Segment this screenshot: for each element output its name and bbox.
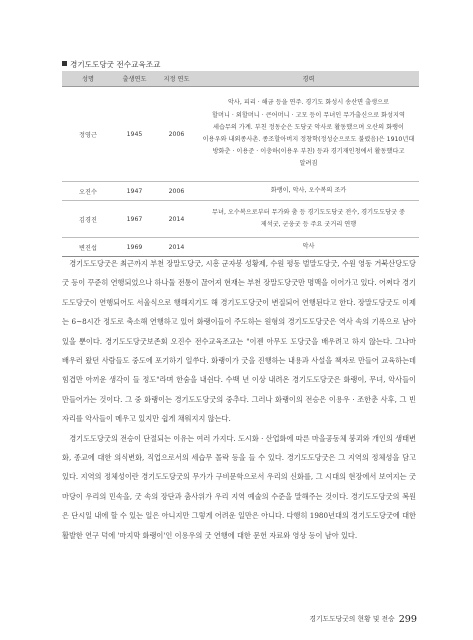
cell-designated: 2006 bbox=[155, 87, 198, 182]
cell-career bbox=[198, 201, 419, 238]
cell-born: 1947 bbox=[114, 182, 155, 201]
cell-name: 정영근 bbox=[62, 87, 114, 182]
body-paragraph: 경기도도당굿의 전승이 단절되는 이유는 여러 가지다. 도시화 · 산업화에 따른 마을공동체 붕괴와 개인의 생태변화, 종교에 대한 의식변화, 직업으로서의 세습무 몰락 등을 들 수 있다. 경기도도당굿은 그 지역의 정체성을 담고 있다. 지역의 정체성이란 경기도도당굿의 무가가 구비문학으로서 우리의 신화를, 그 시대의 현장에서 보여지는 굿마당이 우리의 민속을, 굿 속의 장단과 춤사위가 우리 지역 예술의 수준을 말해주는 것이다. 경기도도당굿의 복원은 단시일 내에 할 수 있는 일은 아니지만 그렇게 어려운 일만은 아니다. 다행히 1980년대의 경기도도당굿에 대한 활발한 연구 덕에 '마지막 화랭이'인 이용우의 굿 연행에 대한 문헌 자료와 영상 등이 남아 있다. bbox=[62, 433, 416, 540]
cell-born: 1967 bbox=[114, 201, 155, 238]
career-line: 악사 bbox=[302, 243, 315, 251]
square-bullet-icon bbox=[62, 61, 67, 66]
career-line: 세습무의 가계. 부친 정동순은 도당굿 악사로 활동했으며 오산의 화랭이 bbox=[212, 123, 405, 131]
table-row bbox=[62, 182, 419, 201]
header-name: 성명 bbox=[62, 71, 114, 87]
running-title: 경기도도당굿의 현황 및 전승 bbox=[309, 615, 395, 623]
page-footer bbox=[309, 613, 417, 625]
table-row bbox=[62, 87, 419, 182]
cell-name: 변진섭 bbox=[62, 238, 114, 257]
career-line: 화랭이, 악사, 오수복의 조카 bbox=[270, 187, 347, 194]
cell-name: 김경진 bbox=[62, 201, 114, 238]
cell-born: 1969 bbox=[114, 238, 155, 257]
section-title bbox=[62, 59, 160, 70]
cell-designated: 2014 bbox=[155, 201, 198, 238]
cell-name: 오진수 bbox=[62, 182, 114, 201]
cell-designated: 2006 bbox=[155, 182, 198, 201]
header-designated: 지정 연도 bbox=[155, 71, 198, 87]
career-line: 제석굿, 군웅굿 등 주요 굿거리 연행 bbox=[260, 221, 357, 229]
career-line: 악사, 피리 · 해금 등을 연주. 경기도 화성시 송산면 출생으로 bbox=[227, 99, 390, 107]
body-text bbox=[62, 254, 416, 545]
header-born: 출생연도 bbox=[114, 71, 155, 87]
career-line: 무녀, 오수복으로부터 무가와 춤 등 경기도도당굿 전수, 경기도도당굿 중 bbox=[211, 209, 405, 216]
section-title-text: 경기도도당굿 전수교육조교 bbox=[70, 60, 161, 69]
page-number: 299 bbox=[398, 614, 417, 625]
cell-born: 1945 bbox=[114, 87, 155, 182]
career-line: 알려짐 bbox=[299, 160, 318, 168]
trainee-table bbox=[62, 71, 419, 257]
career-line: 할머니 · 외할머니 · 큰어머니 · 고모 등이 무녀인 무가출신으로 화성지역 bbox=[212, 111, 405, 119]
cell-career bbox=[198, 182, 419, 201]
career-line: 이용우와 내외종사촌. 종조할아버지 정창학(정성순으로도 불렸음)은 1910년대 bbox=[202, 136, 415, 143]
table-header-row bbox=[62, 71, 419, 87]
cell-career bbox=[198, 87, 419, 182]
cell-designated: 2014 bbox=[155, 238, 198, 257]
table-row bbox=[62, 201, 419, 238]
header-career: 경력 bbox=[198, 71, 419, 87]
body-paragraph: 경기도도당굿은 최근까지 부천 장말도당굿, 시흥 군자봉 성황제, 수원 평동 벌말도당굿, 수원 영동 거북산당도당굿 등이 꾸준히 연행되었으나 하나둘 전통이 끊어져 현재는 부천 장말도당굿만 명맥을 이어가고 있다. 어쩌다 경기도도당굿이 연행되어도 서울식으로 행해지기도 해 경기도도당굿이 변질되어 연행된다고 한다. 장말도당굿도 이제는 6~8시간 정도로 축소해 연행하고 있어 화랭이들이 주도하는 원형의 경기도도당굿은 역사 속의 기록으로 남아 있을 뿐이다. 경기도도당굿보존회 오진수 전수교육조교는 "이젠 아무도 도당굿을 배우려고 하지 않는다. 그나마 배우러 왔던 사람들도 중도에 포기하기 일쑤다. 화랭이가 굿을 진행하는 내용과 사설을 책자로 만들어 교육하는데 힘겹만 아끼운 생각이 들 정도"라며 한숨을 내쉰다. 수백 년 이상 내려온 경기도도당굿은 화랭이, 무녀, 악사들이 만들어가는 것이다. 그 중 화랭이는 경기도도당굿의 중추다. 그러나 화랭이의 전승은 이용우 · 조한춘 사후, 그 빈자리를 악사들이 메우고 있지만 쉽게 채워지지 않는다. bbox=[62, 259, 416, 424]
career-line: 방화춘 · 이용준 · 이충하(이용우 부친) 등과 경기재인청에서 활동했다고 bbox=[212, 148, 405, 156]
